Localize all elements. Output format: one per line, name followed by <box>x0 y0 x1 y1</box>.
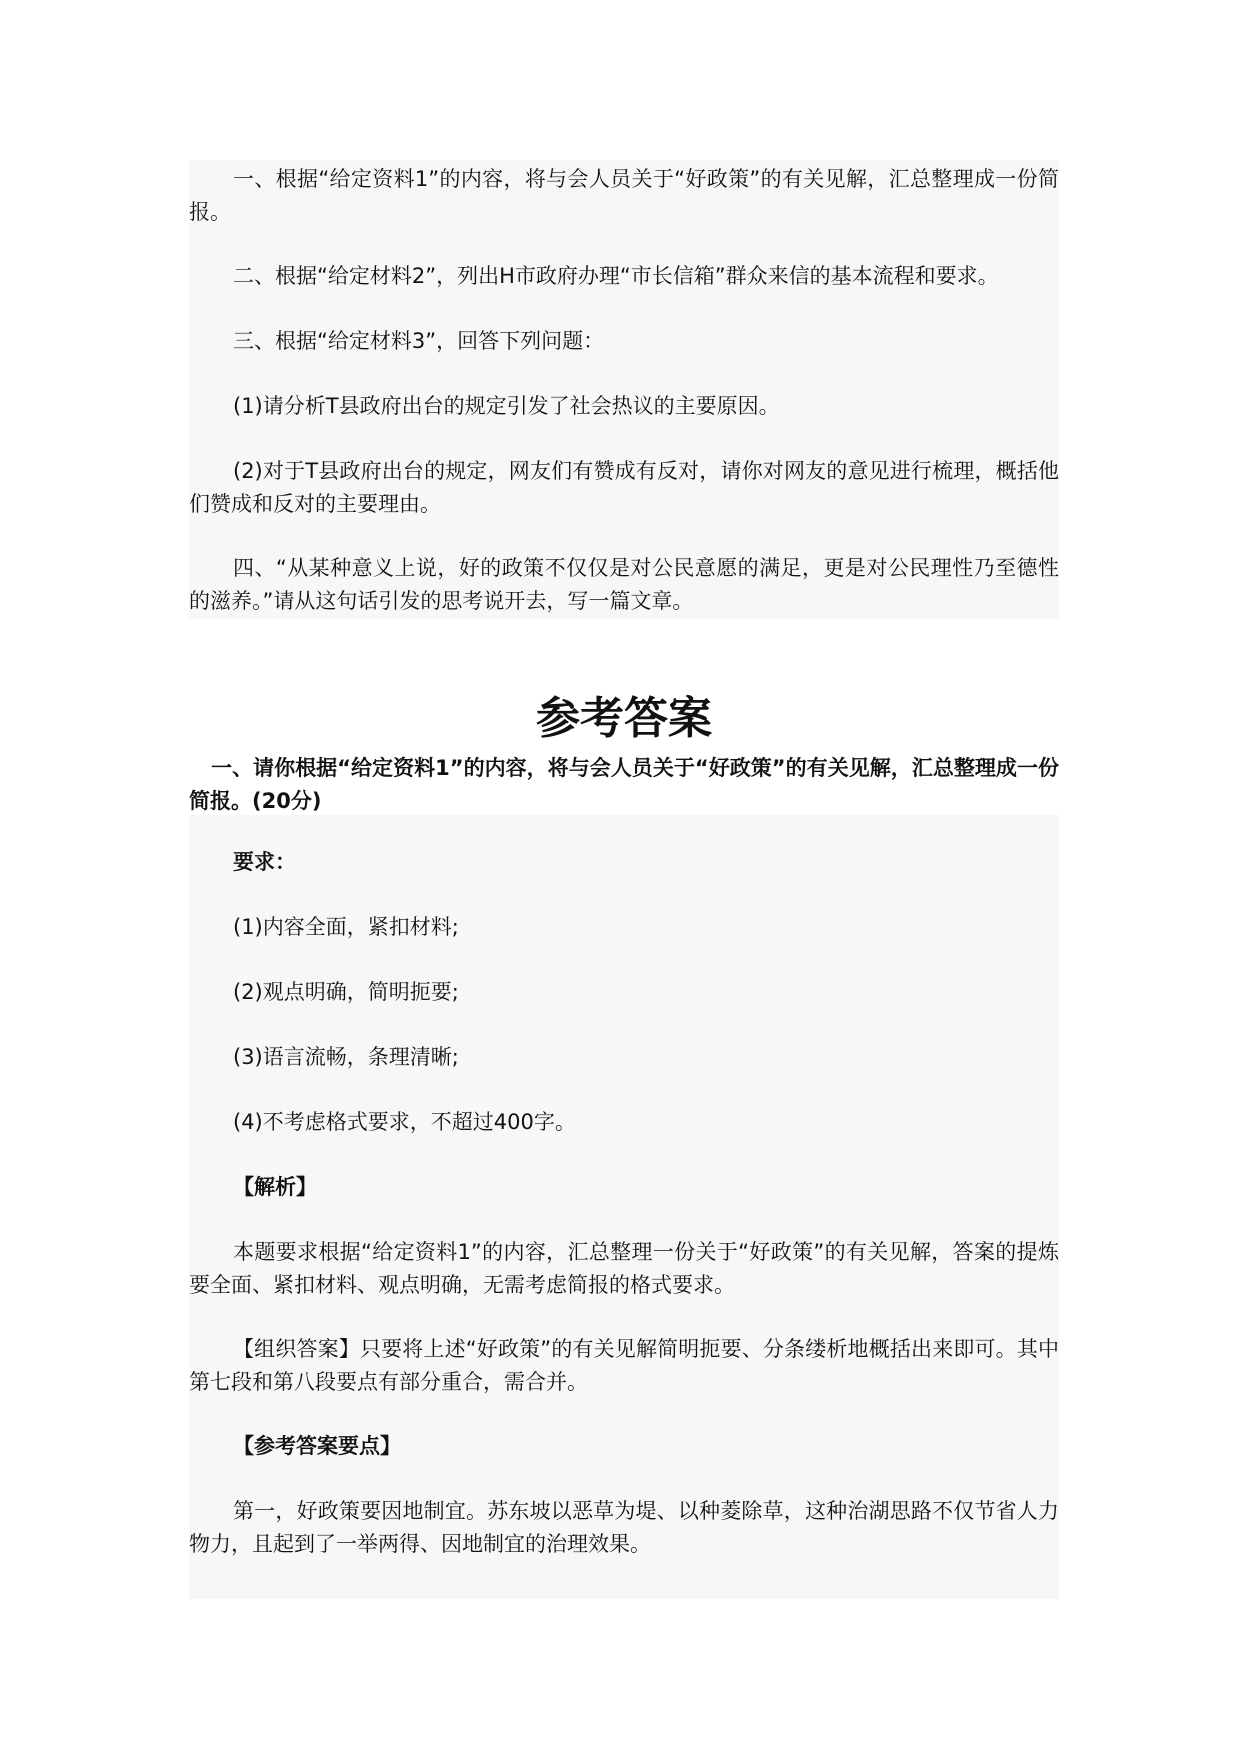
question-2: 二、根据“给定材料2”，列出H市政府办理“市长信箱”群众来信的基本流程和要求。 <box>233 264 999 288</box>
question-1: 一、根据“给定资料1”的内容，将与会人员关于“好政策”的有关见解，汇总整理成一份简报。 <box>189 167 1059 224</box>
question-4: 四、“从某种意义上说，好的政策不仅仅是对公民意愿的满足，更是对公民理性乃至德性的滋养。”请从这句话引发的思考说开去，写一篇文章。 <box>189 556 1059 613</box>
answers-title: 参考答案 <box>536 693 712 744</box>
key-points-label: 【参考答案要点】 <box>233 1434 401 1458</box>
analysis-text: 本题要求根据“给定资料1”的内容，汇总整理一份关于“好政策”的有关见解，答案的提炼要全面、紧扣材料、观点明确，无需考虑简报的格式要求。 <box>189 1240 1059 1297</box>
answer-heading: 一、请你根据“给定资料1”的内容，将与会人员关于“好政策”的有关见解，汇总整理成一份简报。(20分) <box>189 756 1059 813</box>
question-3: 三、根据“给定材料3”，回答下列问题： <box>233 329 605 353</box>
key-point-1: 第一，好政策要因地制宜。苏东坡以恶草为堤、以种菱除草，这种治湖思路不仅节省人力物力，且起到了一举两得、因地制宜的治理效果。 <box>189 1499 1059 1556</box>
requirement-3: (3)语言流畅，条理清晰; <box>233 1045 459 1069</box>
requirement-2: (2)观点明确，简明扼要; <box>233 980 459 1004</box>
organize-answer-text: 【组织答案】只要将上述“好政策”的有关见解简明扼要、分条缕析地概括出来即可。其中第七段和第八段要点有部分重合，需合并。 <box>189 1337 1059 1394</box>
requirement-4: (4)不考虑格式要求，不超过400字。 <box>233 1110 576 1134</box>
requirement-1: (1)内容全面，紧扣材料; <box>233 915 459 939</box>
analysis-label: 【解析】 <box>233 1175 317 1199</box>
question-3-sub-1: (1)请分析T县政府出台的规定引发了社会热议的主要原因。 <box>233 394 780 418</box>
requirements-label: 要求： <box>233 850 296 874</box>
question-3-sub-2: (2)对于T县政府出台的规定，网友们有赞成有反对，请你对网友的意见进行梳理，概括他们赞成和反对的主要理由。 <box>189 459 1059 516</box>
